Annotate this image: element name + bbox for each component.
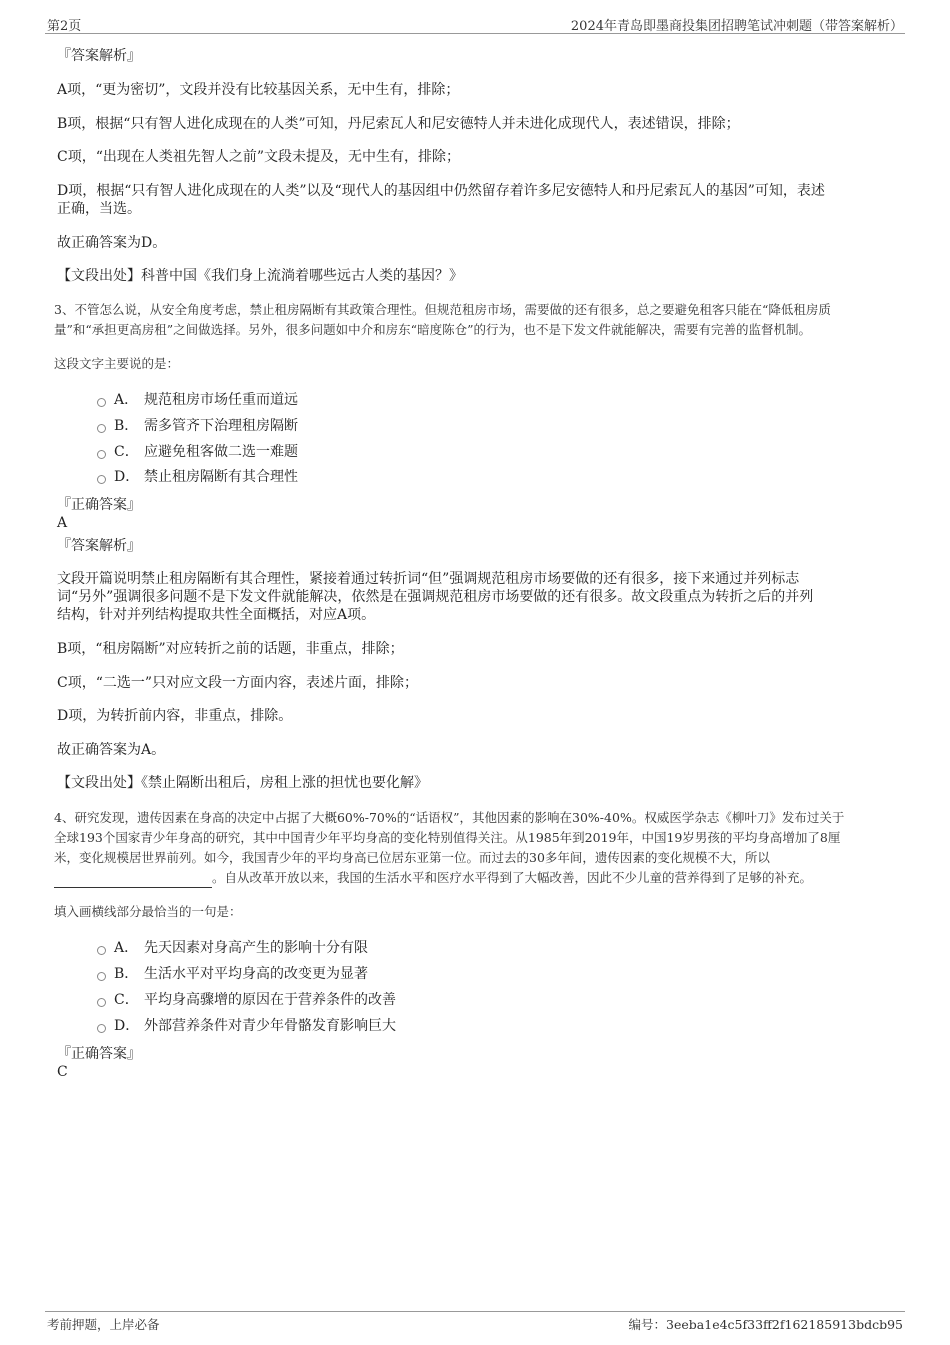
q3-analysis-c: C项，“二选一”只对应文段一方面内容，表述片面，排除； [57,675,419,691]
q3-answer: A [57,515,68,531]
q4-option-d[interactable]: D． 外部营养条件对青少年骨骼发育影响巨大 [97,1017,396,1036]
q4-stem-line4: 。自从改革开放以来，我国的生活水平和医疗水平得到了大幅改善，因此不少儿童的营养得到了足够的补充。 [54,868,812,888]
q3-source: 【文段出处】《禁止隔断出租后，房租上涨的担忧也要化解》 [57,775,428,791]
q4-option-b[interactable]: B． 生活水平对平均身高的改变更为显著 [97,965,368,984]
radio-icon[interactable] [97,475,106,484]
q2-analysis-a: A项，“更为密切”，文段并没有比较基因关系，无中生有，排除； [57,82,460,98]
q3-stem-line1: 3、不管怎么说，从安全角度考虑，禁止租房隔断有其政策合理性。但规范租房市场，需要做的还有很多，总之要避免租客只能在“降低租房质 [54,302,831,317]
q2-analysis-b: B项，根据“只有智人进化成现在的人类”可知，丹尼索瓦人和尼安德特人并未进化成现代人，表述错误，排除； [57,116,740,132]
q4-answer: C [57,1064,68,1080]
document-title: 2024年青岛即墨商投集团招聘笔试冲刺题（带答案解析） [570,19,903,34]
q4-answer-label: 『正确答案』 [57,1046,141,1062]
q3-option-c[interactable]: C． 应避免租客做二选一难题 [97,443,298,462]
q4-option-a[interactable]: A． 先天因素对身高产生的影响十分有限 [97,939,368,958]
q3-option-b[interactable]: B． 需多管齐下治理租房隔断 [97,417,298,436]
q4-stem-line1: 4、研究发现，遗传因素在身高的决定中占据了大概60%-70%的“话语权”，其他因素的影响在30%-40%。权威医学杂志《柳叶刀》发布过关于 [54,810,845,825]
page-header [45,14,905,34]
q4-stem-line2: 全球193个国家青少年身高的研究，其中中国青少年平均身高的变化特别值得关注。从1985年到2019年，中国19岁男孩的平均身高增加了8厘 [54,830,841,845]
document-code: 编号：3eeba1e4c5f33ff2f162185913bdcb95 [628,1317,903,1332]
radio-icon[interactable] [97,972,106,981]
radio-icon[interactable] [97,946,106,955]
fill-blank [54,874,212,888]
q2-conclusion: 故正确答案为D。 [57,235,167,251]
q3-analysis-line3: 结构，针对并列结构提取共性全面概括，对应A项。 [57,607,376,623]
q3-stem-line2: 量”和“承担更高房租”之间做选择。另外，很多问题如中介和房东“暗度陈仓”的行为，也不是下发文件就能解决，需要有完善的监督机制。 [54,322,811,337]
q3-question: 这段文字主要说的是： [54,356,180,371]
page-number: 第2页 [47,19,82,34]
footer-slogan: 考前押题，上岸必备 [47,1317,160,1332]
q2-source: 【文段出处】科普中国《我们身上流淌着哪些远古人类的基因？》 [57,268,463,284]
q2-analysis-d-line2: 正确，当选。 [57,201,141,217]
q3-analysis-line1: 文段开篇说明禁止租房隔断有其合理性，紧接着通过转折词“但”强调规范租房市场要做的还有很多，接下来通过并列标志 [57,571,800,587]
q3-option-a[interactable]: A． 规范租房市场任重而道远 [97,391,298,410]
q2-analysis-d-line1: D项，根据“只有智人进化成现在的人类”以及“现代人的基因组中仍然留存着许多尼安德特人和丹尼索瓦人的基因”可知，表述 [57,183,825,199]
q3-answer-label: 『正确答案』 [57,497,141,513]
q4-stem-line3: 米，变化规模居世界前列。如今，我国青少年的平均身高已位居东亚第一位。而过去的30多年间，遗传因素的变化规模不大，所以 [54,850,770,865]
q4-question: 填入画横线部分最恰当的一句是： [54,904,242,919]
q2-analysis-c: C项，“出现在人类祖先智人之前”文段未提及，无中生有，排除； [57,149,461,165]
q3-analysis-line2: 词“另外”强调很多问题不是下发文件就能解决，依然是在强调规范租房市场要做的还有很多。故文段重点为转折之后的并列 [57,589,814,605]
q3-analysis-label: 『答案解析』 [57,538,141,554]
q4-option-c[interactable]: C． 平均身高骤增的原因在于营养条件的改善 [97,991,396,1010]
radio-icon[interactable] [97,1024,106,1033]
radio-icon[interactable] [97,450,106,459]
q3-option-d[interactable]: D． 禁止租房隔断有其合理性 [97,468,298,487]
q2-analysis-label: 『答案解析』 [57,48,141,64]
q3-analysis-b: B项，“租房隔断”对应转折之前的话题，非重点，排除； [57,641,404,657]
radio-icon[interactable] [97,998,106,1007]
q3-conclusion: 故正确答案为A。 [57,742,166,758]
radio-icon[interactable] [97,424,106,433]
radio-icon[interactable] [97,398,106,407]
page-footer [45,1311,905,1333]
q3-analysis-d: D项，为转折前内容，非重点，排除。 [57,708,293,724]
